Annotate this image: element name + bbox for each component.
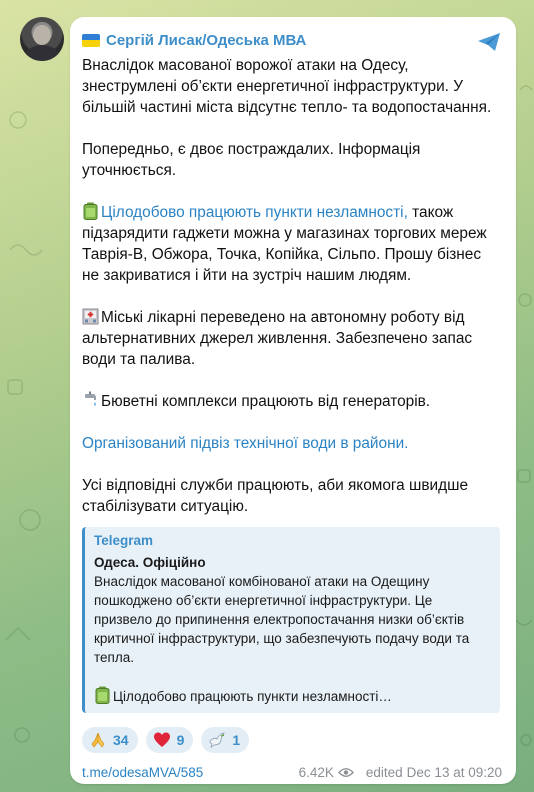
water-delivery-link[interactable]: Організований підвіз технічної води в райони. [82,435,409,452]
channel-name[interactable]: Сергій Лисак/Одеська МВА [106,31,307,49]
message-text [82,55,502,517]
paragraph-water-delivery [82,433,502,454]
quote-tail-text: Цілодобово працюють пункти незламності… [113,689,392,704]
avatar-face-shape [33,25,51,45]
water-tap-icon [82,391,99,409]
reaction-folded-hands[interactable] [82,727,138,753]
paragraph-hospitals [82,307,502,370]
message-bubble [70,17,516,784]
paragraph-injured: Попередньо, є двоє постраждалих. Інформація уточнюється. [82,141,421,179]
dove-icon [208,731,226,749]
red-heart-icon [153,731,171,749]
battery-icon [82,202,99,220]
quote-source: Telegram [94,533,154,548]
quote-body [94,572,490,706]
message-meta [299,765,502,780]
eye-icon [338,767,354,778]
folded-hands-icon [89,731,107,749]
resilience-points-link[interactable]: Цілодобово працюють пункти незламності, [101,204,408,221]
forwarded-quote[interactable] [82,527,500,713]
quote-title: Одеса. Офіційно [94,555,206,570]
paragraph-attack: Внаслідок масованої ворожої атаки на Одесу, знеструмлені об’єкти енергетичної інфраструктури. У більшій частині міста відсутнє тепло- та водопостачання. [82,57,492,116]
paragraph-water-pumps [82,391,502,412]
quote-paragraph-tail [94,686,490,706]
reaction-dove[interactable] [201,727,249,753]
paragraph-resilience-points [82,202,502,286]
reaction-count: 34 [113,732,129,748]
view-count: 6.42K [298,765,334,780]
message-date: Dec 13 at 09:20 [406,765,502,780]
ukraine-flag-icon [82,34,100,47]
paragraph-services: Усі відповідні служби працюють, аби якомога швидше стабілізувати ситуацію. [82,477,469,515]
message-header [82,29,502,51]
reactions-bar [82,727,502,753]
edited-label: edited [365,765,403,780]
channel-avatar[interactable] [20,17,64,61]
paragraph-water-pumps-text: Бюветні комплекси працюють від генераторів. [101,393,431,410]
reaction-count: 1 [232,732,241,748]
post-link[interactable]: t.me/odesaMVA/585 [82,765,204,780]
paragraph-hospitals-text: Міські лікарні переведено на автономну роботу від альтернативних джерел живлення. Забезпечено запас води та палива. [82,309,473,368]
quote-paragraph: Внаслідок масованої комбінованої атаки на Одещину пошкоджено об’єкти енергетичної інфраструктури. Це призвело до припинення електропостачання низки об’єктів критичної інфраструктури, що забезпечують подачу води та тепла. [94,574,470,665]
battery-icon [94,686,111,704]
share-icon[interactable] [476,31,502,53]
hospital-icon [82,307,99,325]
reaction-heart[interactable] [146,727,194,753]
reaction-count: 9 [176,732,185,748]
message-footer [82,765,502,780]
paragraph-resilience-text: також підзарядити гаджети можна у магазинах торгових мереж Таврія-В, Обжора, Точка, Копійка, Сільпо. Прошу бізнес не закриватися і йти на зустріч нашим людям. [82,204,487,284]
avatar-body-shape [25,45,59,61]
